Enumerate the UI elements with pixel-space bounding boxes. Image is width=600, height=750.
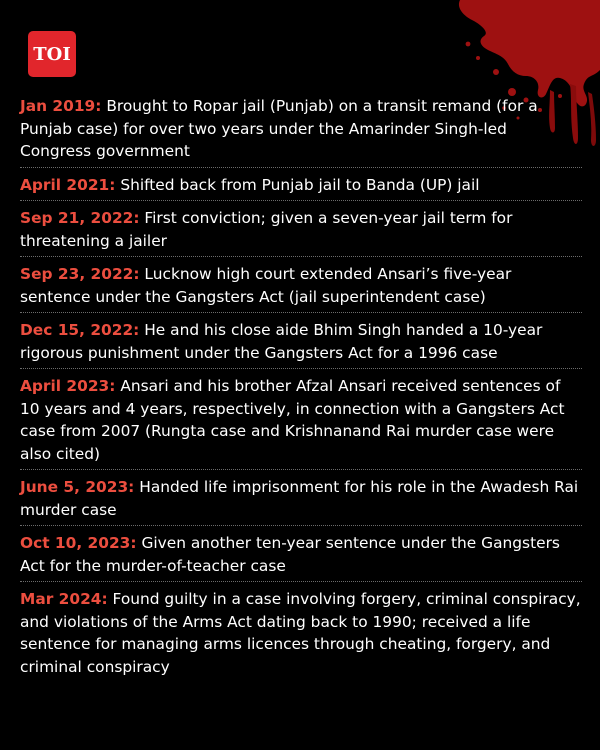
- timeline-entry: [20, 532, 582, 582]
- timeline-entry: [20, 207, 582, 257]
- timeline-entry: [20, 263, 582, 313]
- entry-text: Shifted back from Punjab jail to Banda (UP) jail: [120, 175, 480, 194]
- entry-text: Lucknow high court extended Ansari’s five-year sentence under the Gangsters Act (jail superintendent case): [20, 265, 512, 306]
- entry-text: Ansari and his brother Afzal Ansari received sentences of 10 years and 4 years, respectively, in connection with a Gangsters Act case from 2007 (Rungta case and Krishnanand Rai murder case were also cited): [20, 377, 565, 463]
- entry-text: He and his close aide Bhim Singh handed a 10-year rigorous punishment under the Gangsters Act for a 1996 case: [20, 321, 543, 362]
- entry-date: Mar 2024:: [20, 590, 108, 608]
- entry-text: Handed life imprisonment for his role in the Awadesh Rai murder case: [20, 478, 579, 519]
- entry-date: June 5, 2023:: [20, 478, 135, 496]
- timeline-entry: [20, 174, 582, 202]
- entry-date: Oct 10, 2023:: [20, 534, 137, 552]
- entry-date: Sep 21, 2022:: [20, 209, 140, 227]
- timeline-entry: [20, 476, 582, 526]
- entry-text: Brought to Ropar jail (Punjab) on a transit remand (for a Punjab case) for over two years under the Amarinder Singh-led Congress government: [20, 97, 538, 160]
- timeline-entry: [20, 95, 582, 168]
- timeline-entry: [20, 588, 582, 682]
- timeline-entry: [20, 375, 582, 470]
- entry-text: Given another ten-year sentence under the Gangsters Act for the murder-of-teacher case: [20, 534, 560, 575]
- entry-text: Found guilty in a case involving forgery, criminal conspiracy, and violations of the Arms Act dating back to 1990; received a life sentence for managing arms licences through cheating, forgery, and criminal conspiracy: [20, 590, 581, 676]
- timeline-list: [20, 95, 582, 688]
- entry-date: Jan 2019:: [20, 97, 102, 115]
- timeline-entry: [20, 319, 582, 369]
- entry-date: April 2023:: [20, 377, 116, 395]
- entry-text: First conviction; given a seven-year jail term for threatening a jailer: [20, 209, 513, 250]
- entry-date: Sep 23, 2022:: [20, 265, 140, 283]
- entry-date: April 2021:: [20, 175, 116, 194]
- entry-date: Dec 15, 2022:: [20, 321, 140, 339]
- toi-logo: TOI: [28, 31, 76, 77]
